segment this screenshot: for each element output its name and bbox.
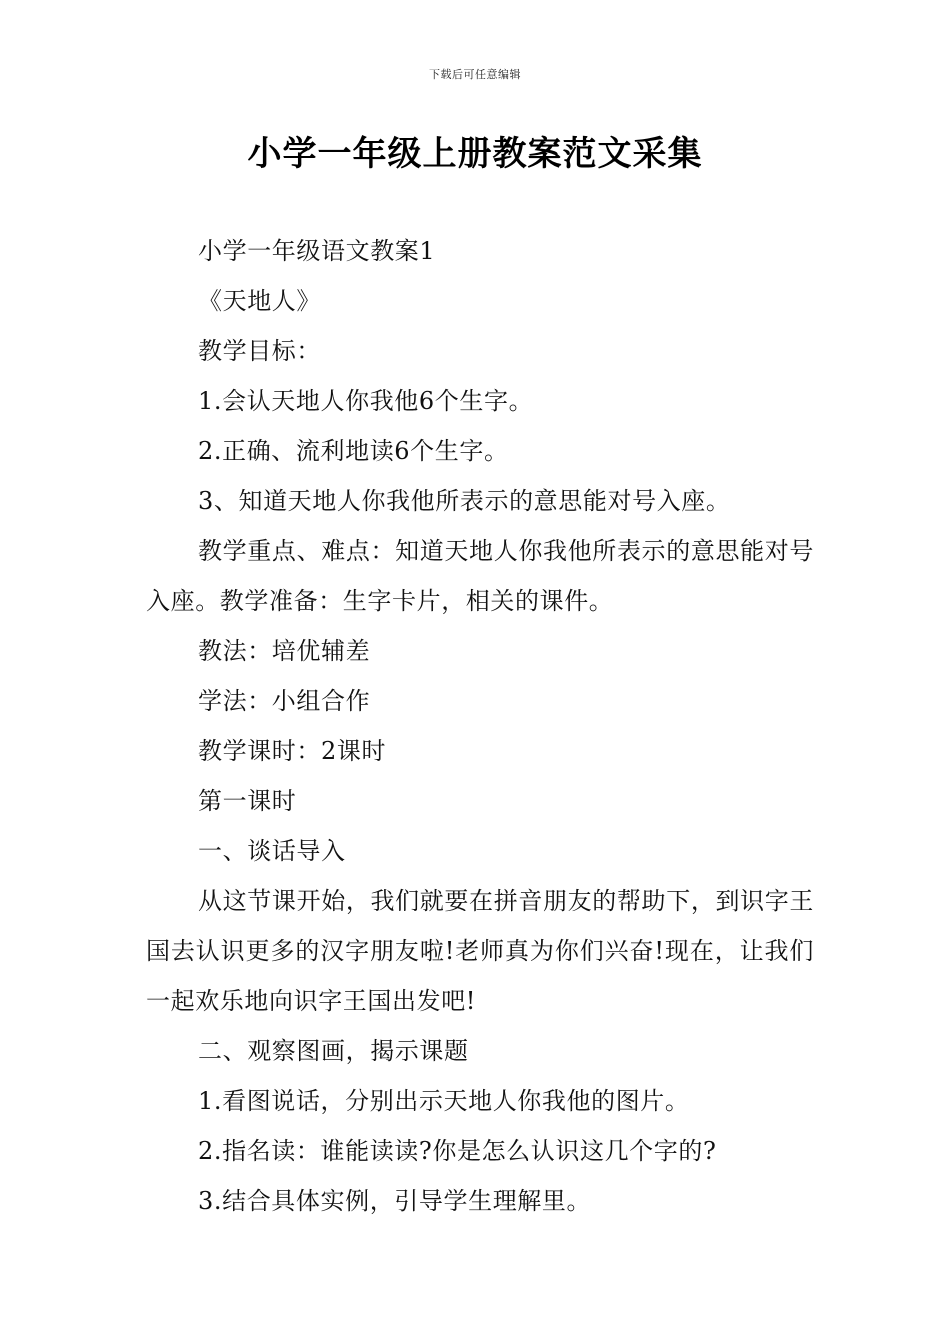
paragraph: 2.正确、流利地读6个生字。 — [198, 437, 509, 465]
paragraph: 《天地人》 — [198, 287, 321, 315]
paragraph: 教学重点、难点：知道天地人你我他所表示的意思能对号入座。教学准备：生字卡片，相关的课件。 — [146, 537, 814, 615]
paragraph: 教学课时：2课时 — [198, 737, 387, 765]
header-note: 下载后可任意编辑 — [429, 68, 521, 81]
paragraph: 一、谈话导入 — [198, 837, 346, 865]
paragraph: 教学目标： — [198, 337, 321, 365]
paragraph: 2.指名读：谁能读读?你是怎么认识这几个字的? — [198, 1137, 717, 1165]
paragraph: 教法：培优辅差 — [198, 637, 371, 665]
paragraph: 二、观察图画，揭示课题 — [198, 1037, 469, 1065]
paragraph: 3.结合具体实例，引导学生理解里。 — [198, 1187, 592, 1215]
paragraph: 1.会认天地人你我他6个生字。 — [198, 387, 534, 415]
document-title: 小学一年级上册教案范文采集 — [247, 134, 703, 174]
paragraph: 3、知道天地人你我他所表示的意思能对号入座。 — [198, 487, 731, 515]
paragraph: 小学一年级语文教案1 — [198, 237, 436, 265]
document-body — [146, 226, 814, 1226]
paragraph: 第一课时 — [198, 787, 297, 815]
paragraph: 学法：小组合作 — [198, 687, 371, 715]
paragraph: 从这节课开始，我们就要在拼音朋友的帮助下，到识字王国去认识更多的汉字朋友啦!老师真为你们兴奋!现在，让我们一起欢乐地向识字王国出发吧! — [146, 887, 814, 1015]
paragraph: 1.看图说话，分别出示天地人你我他的图片。 — [198, 1087, 690, 1115]
